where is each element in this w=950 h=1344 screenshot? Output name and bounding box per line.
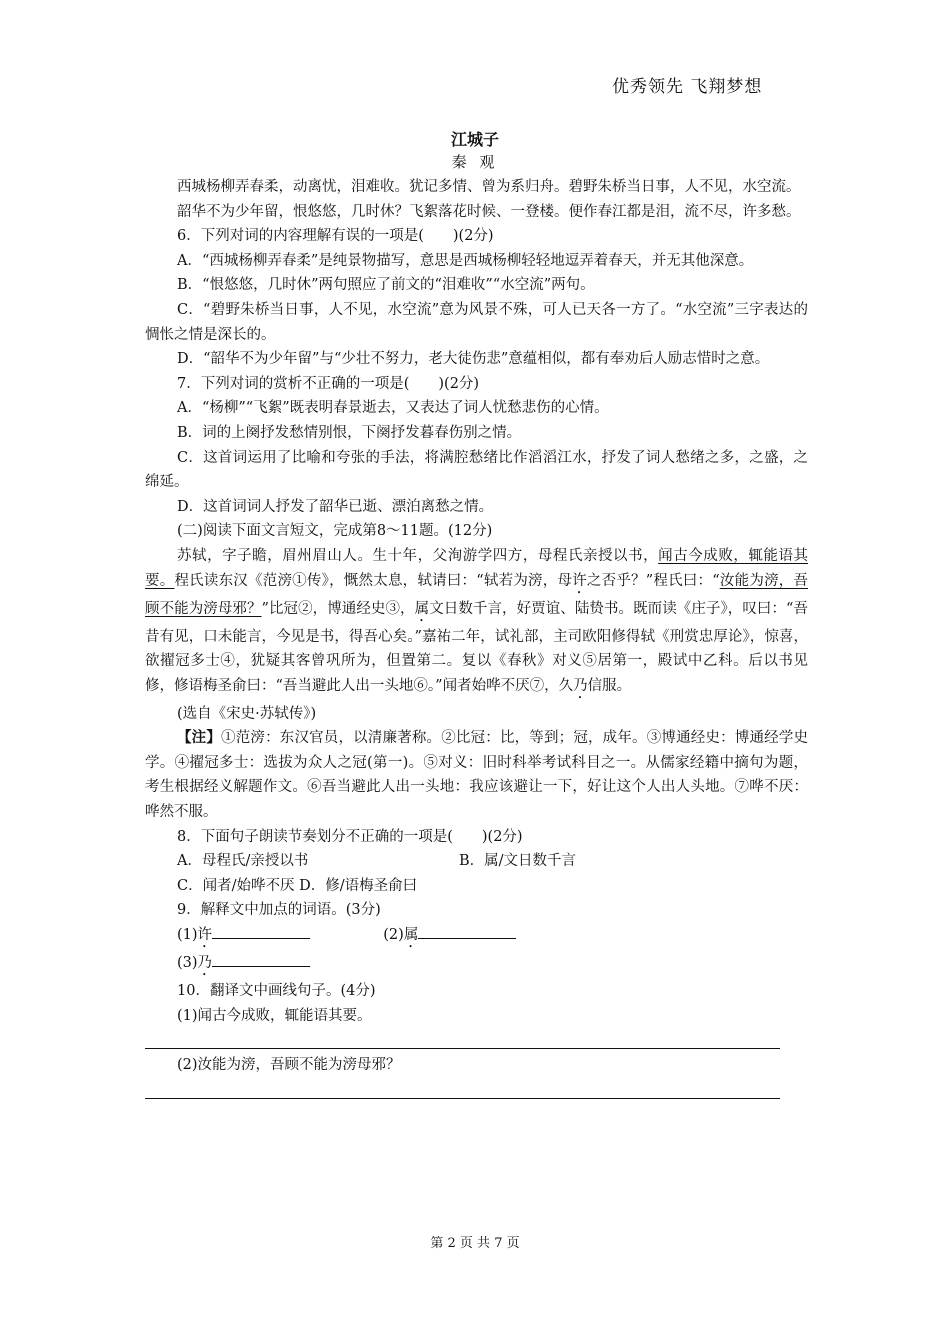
q6-stem: 6．下列对词的内容理解有误的一项是( )(2分) — [177, 228, 494, 245]
q9-stem: 9．解释文中加点的词语。(3分) — [177, 902, 381, 919]
underlined-sentence-2: 汝能为滂，吾顾不能为滂母邪？ — [145, 572, 809, 617]
passage-source: (选自《宋史·苏轼传》) — [177, 705, 317, 722]
q8-option-b: B．属/文日数千言 — [459, 853, 577, 870]
notes — [145, 726, 808, 824]
q8-option-a: A．母程氏/亲授以书 — [177, 853, 309, 870]
q9-item-2-num: (2) — [383, 927, 404, 944]
q9-answer-3-blank[interactable] — [212, 952, 310, 967]
notes-label: 【注】 — [177, 729, 222, 747]
poem-stanza-2: 韶华不为少年留，恨悠悠，几时休？飞絮落花时候、一登楼。便作春江都是泪，流不尽，许多愁。 — [177, 203, 801, 220]
q9-answer-1-blank[interactable] — [212, 924, 310, 939]
passage-text: 苏轼，字子瞻，眉州眉山人。生十年，父洵游学四方，母程氏亲授以书， — [177, 547, 659, 564]
q10-sentence-2: (2)汝能为滂，吾顾不能为滂母邪？ — [177, 1057, 401, 1074]
underlined-sentence-1: 闻古今成败，辄能语其要。 — [145, 547, 809, 589]
q8-options-row-2 — [145, 874, 808, 899]
q9-item-1-num: (1) — [177, 927, 198, 944]
q8-stem: 8．下面句子朗读节奏划分不正确的一项是( )(2分) — [177, 828, 523, 845]
notes-text: ①范滂：东汉官员，以清廉著称。②比冠：比，等到；冠，成年。③博通经史：博通经学史学。④擢冠多士：选拔为众人之冠(第一)。⑤对义：旧时科举考试科目之一。从儒家经籍中摘句为题，考生根据经义解题作文。⑥吾当避此人出一头地：我应该避让一下，好让这个人出人头地。⑦哗不厌：哗然不服。 — [145, 730, 809, 821]
passage-text: 文日数千言，好贾谊、陆贽书。既而读《庄子》，叹曰：“吾昔有见，口未能言，今见是书，得吾心矣。”嘉祐二年，试礼部，主司欧阳修得轼《刑赏忠厚论》，惊喜，欲擢冠多士④，犹疑其客曾巩所为，但置第二。复以《春秋》对义⑤居第一，殿试中乙科。后以书见修，修语梅圣俞曰：“吾当避此人出一头地⑥。”闻者始哗不厌⑦，久 — [145, 600, 809, 694]
poem-author: 秦 观 — [451, 153, 499, 171]
dotted-word-zhu: 属 — [414, 600, 430, 617]
q10-sentence-1: (1)闻古今成败，辄能语其要。 — [177, 1007, 372, 1024]
header-slogan: 优秀领先 飞翔梦想 — [612, 77, 763, 97]
q8-options-row-1 — [145, 849, 808, 874]
q6-option-a: A．“西城杨柳弄春柔”是纯景物描写，意思是西城杨柳轻轻地逗弄着春天，并无其他深意。 — [177, 252, 754, 269]
poem-stanza-1: 西城杨柳弄春柔，动离忧，泪难收。犹记多情、曾为系归舟。碧野朱桥当日事，人不见，水空流。 — [177, 179, 801, 195]
q9-item-1-word: 许 — [197, 927, 213, 944]
dotted-word-xu: 许 — [572, 572, 587, 589]
section-2-heading: (二)阅读下面文言短文，完成第8～11题。(12分) — [177, 523, 493, 540]
passage-text: 程氏读东汉《范滂①传》，慨然太息，轼请曰：“轼若为滂，母 — [174, 572, 573, 589]
q7-option-c: C．这首词运用了比喻和夸张的手法，将满腔愁绪比作滔滔江水，抒发了词人愁绪之多，之盛，之绵延。 — [145, 449, 808, 491]
q9-item-2-word: 属 — [403, 927, 419, 944]
passage-text: 信服。 — [587, 677, 632, 694]
q8-option-c: C．闻者/始哗不厌 — [177, 877, 295, 894]
q6-option-c: C．“碧野朱桥当日事，人不见，水空流”意为风景不殊，可人已天各一方了。“水空流”三字表达的惆怅之情是深长的。 — [145, 301, 808, 343]
passage-text: ”比冠②，博通经史③， — [261, 600, 415, 617]
q7-stem: 7．下列对词的赏析不正确的一项是( )(2分) — [177, 375, 480, 392]
poem-title: 江城子 — [450, 130, 499, 149]
q7-option-d: D．这首词词人抒发了韶华已逝、漂泊离愁之情。 — [177, 498, 494, 515]
q6-option-b: B．“恨悠悠，几时休”两句照应了前文的“泪难收”“水空流”两句。 — [177, 277, 595, 294]
q9-row-1 — [145, 923, 808, 951]
q9-item-3-word: 乃 — [197, 955, 213, 972]
q7-option-a: A．“杨柳”“飞絮”既表明春景逝去，又表达了词人忧愁悲伤的心情。 — [177, 400, 609, 417]
q9-item-3-num: (3) — [177, 955, 198, 972]
dotted-word-nai: 乃 — [573, 677, 588, 694]
q8-option-d: D．修/语梅圣俞曰 — [299, 877, 418, 894]
q9-answer-2-blank[interactable] — [418, 924, 516, 939]
q7-option-b: B．词的上阕抒发愁情别恨，下阕抒发暮春伤别之情。 — [177, 424, 522, 441]
q10-stem: 10．翻译文中画线句子。(4分) — [177, 983, 376, 1000]
q9-row-2 — [145, 951, 808, 979]
document-body — [145, 175, 808, 1099]
classical-passage — [145, 544, 808, 702]
passage-text: 之否乎？”程氏曰：“ — [586, 572, 720, 589]
page-number: 第 2 页 共 7 页 — [430, 1236, 520, 1251]
q10-answer-line-1[interactable] — [145, 1028, 780, 1049]
q10-answer-line-2[interactable] — [145, 1078, 780, 1099]
q6-option-d: D．“韶华不为少年留”与“少壮不努力，老大徒伤悲”意蕴相似，都有奉劝后人励志惜时之意。 — [177, 351, 770, 368]
